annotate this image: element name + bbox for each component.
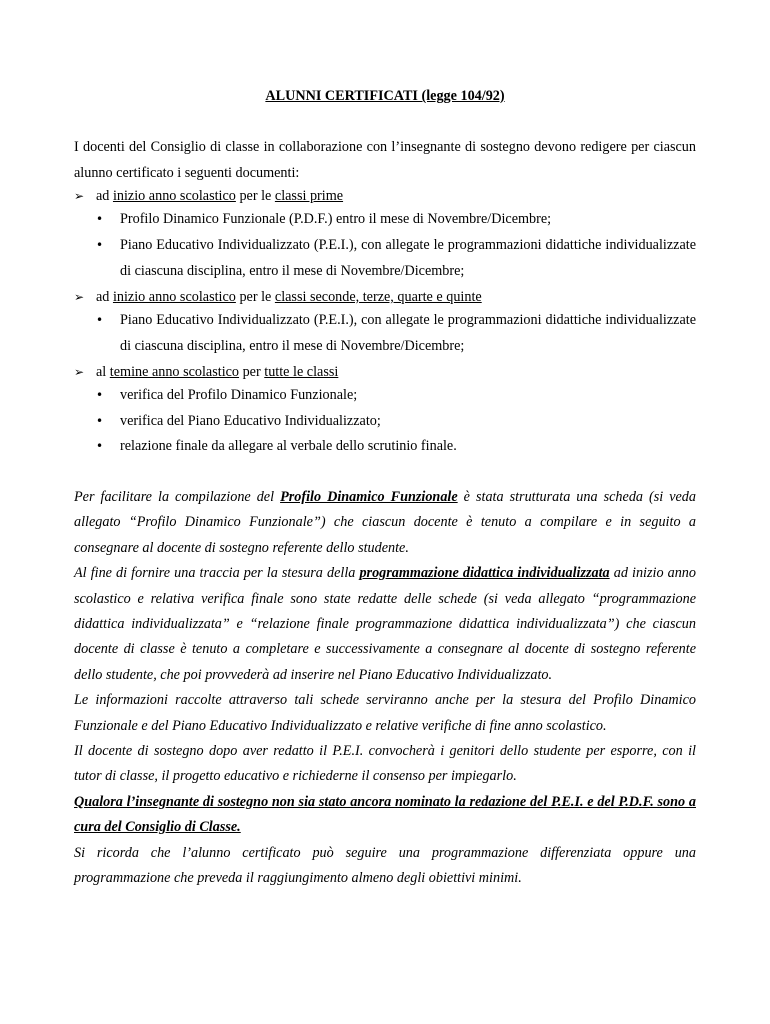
emphasis-programmazione: programmazione didattica individualizzata — [359, 565, 610, 582]
list-item-text: Piano Educativo Individualizzato (P.E.I.), con allegate le programmazioni didattiche individualizzate di ciascuna disciplina, entro il mese di Novembre/Dicembre; — [120, 237, 696, 279]
paragraph-pdf — [74, 485, 696, 561]
list-item-text: verifica del Profilo Dinamico Funzionale; — [120, 387, 358, 403]
section-who: tutte le classi — [264, 364, 339, 380]
section-when: inizio anno scolastico — [112, 289, 236, 305]
section-prefix: al — [96, 364, 110, 380]
list-item-text: Piano Educativo Individualizzato (P.E.I.), con allegate le programmazioni didattiche individualizzate di ciascuna disciplina, entro il mese di Novembre/Dicembre; — [120, 312, 696, 354]
list-item-text: relazione finale da allegare al verbale dello scrutinio finale. — [120, 438, 457, 454]
arrow-bullet-icon: ➢ — [74, 290, 85, 304]
section-who: classi prime — [274, 188, 344, 204]
section-who: classi seconde, terze, quarte e quinte — [274, 289, 482, 305]
section-other-years — [74, 288, 696, 306]
document-title: ALUNNI CERTIFICATI (legge 104/92) — [265, 88, 505, 104]
emphasis-pdf: Profilo Dinamico Funzionale — [280, 489, 458, 505]
paragraph-ricorda: Si ricorda che l’alunno certificato può seguire una programmazione differenziata oppure una programmazione che preveda il raggiungimento almeno degli obiettivi minimi. — [74, 844, 696, 887]
paragraph-text: Al fine di fornire una traccia per la stesura della — [74, 565, 360, 582]
section-prefix: ad — [96, 289, 113, 305]
bullet-icon: • — [96, 414, 104, 428]
section-when: temine anno scolastico — [109, 364, 240, 380]
arrow-bullet-icon: ➢ — [74, 189, 85, 203]
bullet-icon: • — [96, 212, 104, 226]
bullet-icon: • — [96, 388, 104, 402]
notice-paragraph: Qualora l’insegnante di sostegno non sia stato ancora nominato la redazione del P.E.I. e del P.D.F. sono a cura del Consiglio di Classe. — [74, 793, 696, 836]
list-item — [96, 434, 696, 460]
section-middle: per le — [235, 289, 275, 305]
list-item — [96, 207, 696, 233]
paragraph-informazioni: Le informazioni raccolte attraverso tali schede serviranno anche per la stesura del Profilo Dinamico Funzionale e del Piano Educativo Individualizzato e relative verifiche di fine anno scolastico. — [74, 692, 696, 734]
list-item — [96, 233, 696, 284]
bullet-icon: • — [96, 313, 104, 327]
section-year-end — [74, 363, 696, 381]
paragraph-text: ad inizio anno scolastico e relativa verifica finale sono state redatte delle schede (si veda allegato “programmazione didattica individualizzata” e “relazione finale programmazione didattica individualizzata”) che ciascun docente di classe è tenuto a completare e successivamente a consegnare al docente di sostegno referente dello studente, che poi provvederà ad inserire nel Piano Educativo Individualizzato. — [74, 565, 696, 683]
bullet-icon: • — [96, 238, 104, 252]
paragraph-text: Per facilitare la compilazione del — [74, 489, 281, 505]
section-prefix: ad — [96, 188, 113, 204]
paragraph-docente-sostegno: Il docente di sostegno dopo aver redatto il P.E.I. convocherà i genitori dello studente per esporre, con il tutor di classe, il progetto educativo e richiederne il consenso per impiegarlo. — [74, 743, 696, 785]
list-item — [96, 383, 696, 409]
section-middle: per — [239, 364, 265, 380]
list-item-text: Profilo Dinamico Funzionale (P.D.F.) entro il mese di Novembre/Dicembre; — [120, 211, 552, 227]
section-middle: per le — [235, 188, 275, 204]
list-item-text: verifica del Piano Educativo Individualizzato; — [120, 413, 381, 429]
bullet-icon: • — [96, 439, 104, 453]
section-when: inizio anno scolastico — [112, 188, 236, 204]
section-first-year — [74, 187, 696, 205]
paragraph-programmazione — [74, 561, 696, 688]
list-item — [96, 409, 696, 435]
intro-paragraph: I docenti del Consiglio di classe in collaborazione con l’insegnante di sostegno devono redigere per ciascun alunno certificato i seguenti documenti: — [74, 139, 696, 181]
arrow-bullet-icon: ➢ — [74, 365, 85, 379]
list-item — [96, 308, 696, 359]
body-text — [74, 485, 696, 892]
paragraph-text: è stata strutturata una scheda (si veda allegato “Profilo Dinamico Funzionale”) che ciascun docente è tenuto a compilare e in seguito a consegnare al docente di sostegno referente dello studente. — [74, 489, 696, 556]
